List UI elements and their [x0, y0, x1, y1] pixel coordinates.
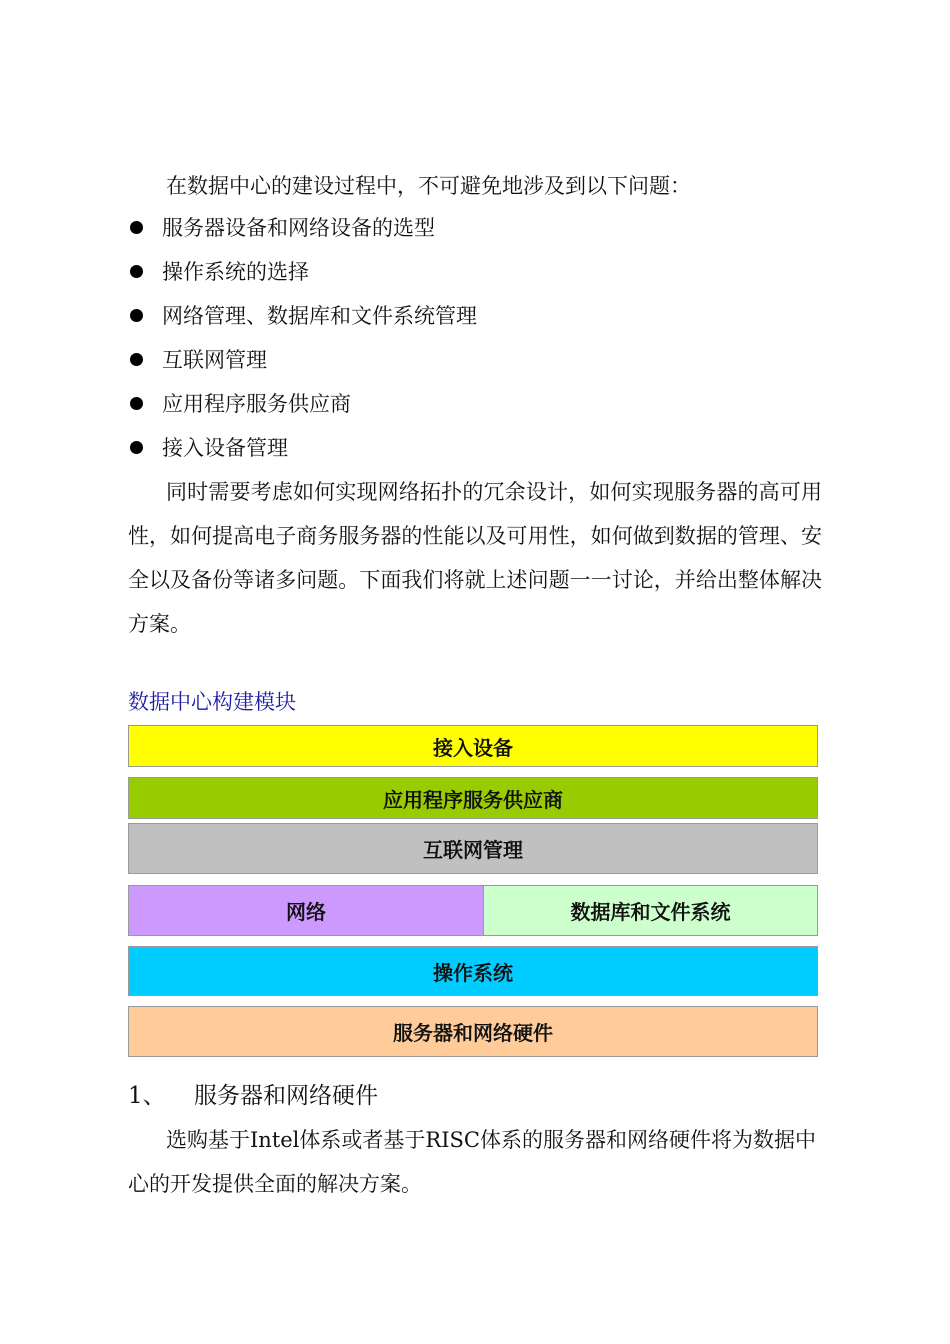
bullet-icon — [130, 265, 143, 278]
bullet-icon — [130, 441, 143, 454]
considerations-paragraph: 同时需要考虑如何实现网络拓扑的冗余设计，如何实现服务器的高可用性，如何提高电子商务服务器的性能以及可用性，如何做到数据的管理、安全以及备份等诸多问题。下面我们将就上述问题一一讨论，并给出整体解决方案。 — [128, 480, 822, 636]
list-item — [128, 382, 477, 426]
intro-paragraph: 在数据中心的建设过程中，不可避免地涉及到以下问题： — [166, 174, 691, 198]
layer-internet-management — [128, 823, 818, 874]
list-item-text: 服务器设备和网络设备的选型 — [162, 216, 435, 240]
list-item-text: 网络管理、数据库和文件系统管理 — [162, 304, 477, 328]
section-body: 选购基于Intel体系或者基于RISC体系的服务器和网络硬件将为数据中心的开发提供全面的解决方案。 — [128, 1128, 816, 1196]
bullet-icon — [130, 309, 143, 322]
list-item — [128, 206, 477, 250]
list-item-text: 操作系统的选择 — [162, 260, 309, 284]
section-heading — [128, 1076, 378, 1116]
diagram-caption: 数据中心构建模块 — [128, 690, 296, 714]
issue-list — [128, 206, 477, 470]
list-item — [128, 338, 477, 382]
bullet-icon — [130, 353, 143, 366]
layer-label: 互联网管理 — [423, 838, 523, 862]
layer-label: 应用程序服务供应商 — [383, 787, 563, 812]
layer-operating-system — [128, 946, 818, 996]
layer-access-devices — [128, 725, 818, 767]
bullet-icon — [130, 397, 143, 410]
list-item — [128, 426, 477, 470]
bullet-icon — [130, 221, 143, 234]
layer-database-filesystem — [483, 885, 818, 936]
list-item — [128, 250, 477, 294]
layer-network — [128, 885, 484, 936]
section-title: 服务器和网络硬件 — [194, 1083, 378, 1109]
layer-label: 操作系统 — [433, 960, 513, 985]
layer-server-network-hardware — [128, 1006, 818, 1057]
list-item — [128, 294, 477, 338]
layer-label: 数据库和文件系统 — [570, 900, 731, 924]
layer-asp — [128, 777, 818, 819]
section-number: 1、 — [128, 1083, 166, 1109]
layer-label: 网络 — [286, 900, 326, 924]
list-item-text: 接入设备管理 — [162, 436, 288, 460]
list-item-text: 互联网管理 — [162, 348, 267, 372]
list-item-text: 应用程序服务供应商 — [162, 392, 351, 416]
layer-label: 服务器和网络硬件 — [393, 1021, 553, 1045]
building-blocks-diagram — [128, 725, 818, 1057]
layer-label: 接入设备 — [433, 735, 513, 760]
